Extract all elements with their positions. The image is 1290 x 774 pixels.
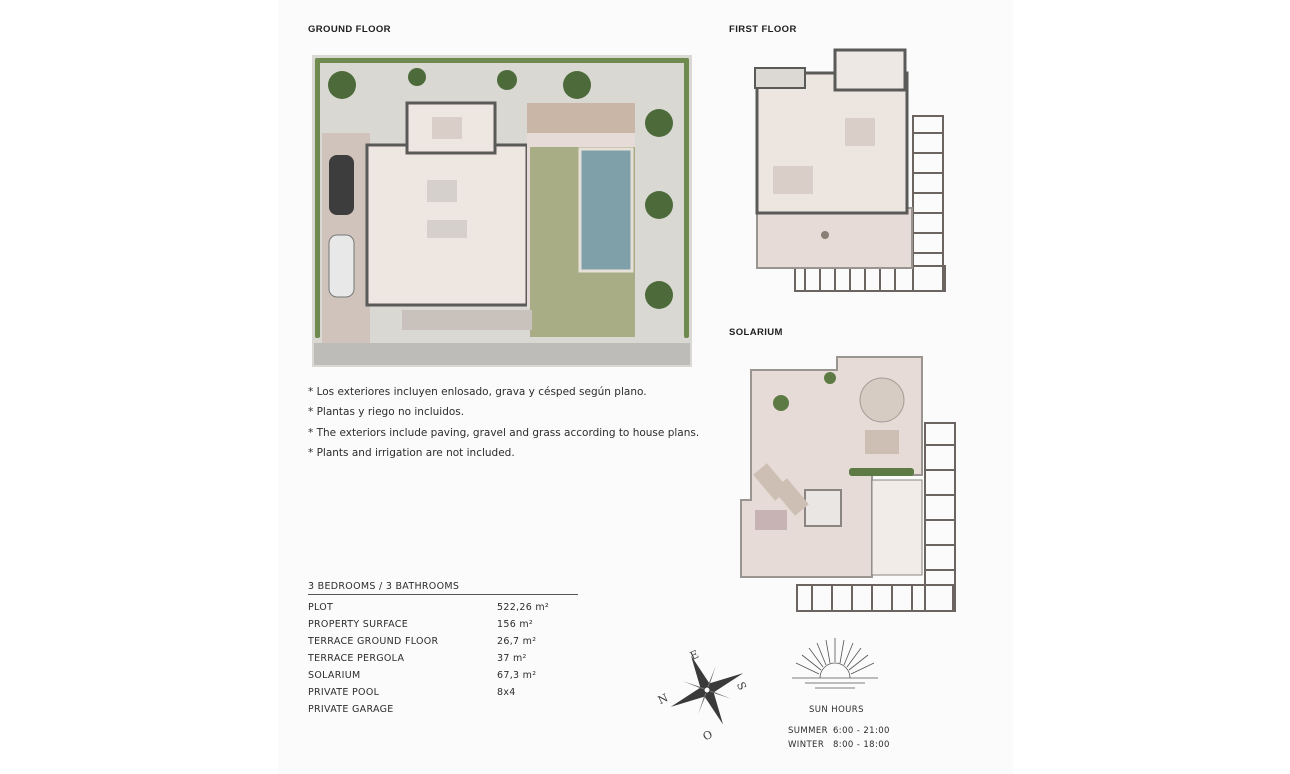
- compass-west-label: O: [700, 726, 715, 743]
- note-line-2: * Plantas y riego no incluidos.: [308, 406, 465, 418]
- note-line-4: * Plants and irrigation are not included.: [308, 447, 515, 459]
- spec-value: 26,7 m²: [497, 636, 537, 647]
- specs-divider: [308, 594, 578, 595]
- note-line-1: * Los exteriores incluyen enlosado, grava y césped según plano.: [308, 386, 647, 398]
- spec-value: 156 m²: [497, 619, 534, 630]
- spec-value: 8x4: [497, 687, 516, 698]
- spec-label: SOLARIUM: [308, 670, 361, 681]
- solarium-heading: SOLARIUM: [729, 327, 783, 338]
- compass-east-label: E: [688, 647, 701, 663]
- spec-label: TERRACE PERGOLA: [308, 653, 405, 664]
- first-floor-plan: [745, 48, 950, 296]
- compass-rose-icon: [650, 645, 755, 745]
- spec-row: [308, 619, 608, 635]
- spec-row: [308, 636, 608, 652]
- summer-hours: 6:00 - 21:00: [833, 726, 890, 736]
- note-line-3: * The exteriors include paving, gravel and grass according to house plans.: [308, 427, 700, 439]
- sun-hours-title: SUN HOURS: [809, 705, 864, 715]
- solarium-plan: [737, 355, 959, 613]
- compass-north-label: N: [655, 691, 671, 708]
- first-floor-heading: FIRST FLOOR: [729, 24, 797, 35]
- specs-title: 3 BEDROOMS / 3 BATHROOMS: [308, 581, 460, 592]
- sunset-icon: [790, 636, 880, 696]
- spec-label: PRIVATE GARAGE: [308, 704, 394, 715]
- spec-value: 522,26 m²: [497, 602, 550, 613]
- spec-value: 37 m²: [497, 653, 527, 664]
- spec-label: PROPERTY SURFACE: [308, 619, 409, 630]
- spec-label: PLOT: [308, 602, 334, 613]
- compass-south-label: S: [733, 679, 749, 693]
- spec-row: [308, 704, 608, 720]
- spec-row: [308, 653, 608, 669]
- spec-row: [308, 687, 608, 703]
- winter-label: WINTER: [788, 740, 825, 750]
- spec-row: [308, 602, 608, 618]
- ground-floor-heading: GROUND FLOOR: [308, 24, 391, 35]
- spec-value: 67,3 m²: [497, 670, 537, 681]
- spec-label: TERRACE GROUND FLOOR: [308, 636, 439, 647]
- summer-label: SUMMER: [788, 726, 828, 736]
- ground-floor-plan: [312, 55, 692, 367]
- spec-label: PRIVATE POOL: [308, 687, 380, 698]
- winter-hours: 8:00 - 18:00: [833, 740, 890, 750]
- spec-row: [308, 670, 608, 686]
